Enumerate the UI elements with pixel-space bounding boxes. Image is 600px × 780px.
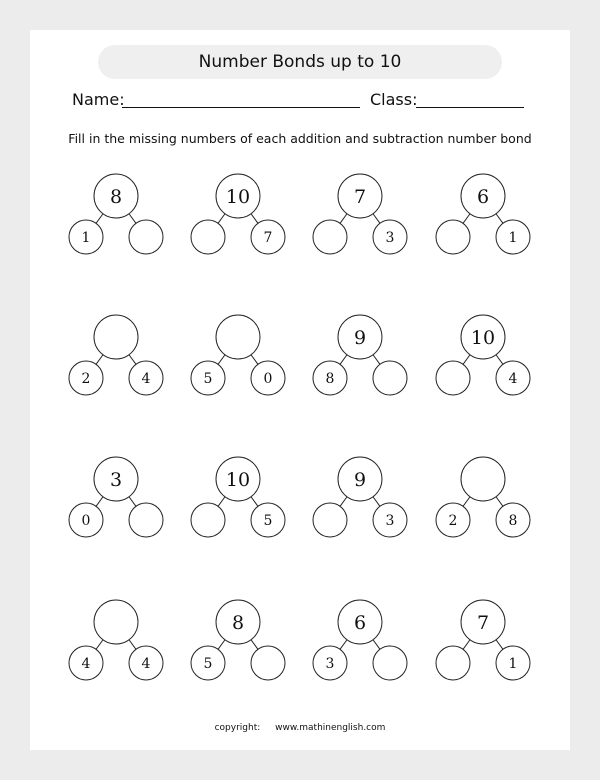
bond-part-left-number: 5 [203, 656, 213, 672]
bond-part-right-circle[interactable] [129, 220, 163, 254]
name-label: Name: [72, 90, 125, 109]
bond-connector-right [496, 355, 503, 365]
bond-connector-right [129, 640, 136, 650]
bond-whole-number: 6 [353, 612, 367, 634]
bond-part-left-number: 0 [81, 513, 91, 529]
bond-part-left-circle[interactable] [436, 361, 470, 395]
bond-part-left-circle[interactable] [313, 220, 347, 254]
number-bond [436, 600, 530, 680]
number-bond [69, 174, 163, 254]
bond-part-left-circle[interactable] [191, 503, 225, 537]
bond-connector-right [496, 640, 503, 650]
bond-whole-number: 6 [476, 186, 490, 208]
number-bond [436, 174, 530, 254]
bond-part-left-number: 8 [325, 371, 335, 387]
bond-part-right-number: 4 [141, 371, 151, 387]
number-bond [191, 457, 285, 537]
bond-part-right-number: 1 [508, 230, 518, 246]
bond-part-right-number: 3 [385, 230, 395, 246]
bond-connector-right [373, 640, 380, 650]
bond-part-left-circle[interactable] [436, 220, 470, 254]
number-bond [313, 600, 407, 680]
bond-connector-right [373, 497, 380, 507]
number-bonds-grid [30, 30, 570, 750]
bond-part-right-number: 0 [263, 371, 273, 387]
worksheet [30, 30, 570, 750]
bond-part-left-number: 2 [81, 371, 91, 387]
bond-whole-number: 9 [353, 469, 367, 491]
bond-part-right-circle[interactable] [251, 646, 285, 680]
bond-whole-number: 10 [470, 327, 496, 349]
bond-part-right-circle[interactable] [373, 361, 407, 395]
bond-part-right-number: 4 [141, 656, 151, 672]
bond-part-left-number: 2 [448, 513, 458, 529]
bond-connector-left [96, 355, 103, 365]
number-bond [436, 457, 530, 537]
bond-connector-left [96, 497, 103, 507]
bond-connector-left [96, 640, 103, 650]
number-bond [313, 174, 407, 254]
bond-connector-right [496, 497, 503, 507]
bond-whole-circle[interactable] [216, 315, 260, 359]
bond-connector-left [463, 355, 470, 365]
bond-whole-circle[interactable] [94, 315, 138, 359]
instructions: Fill in the missing numbers of each addition and subtraction number bond [68, 131, 532, 146]
bond-connector-left [340, 640, 347, 650]
bond-whole-circle[interactable] [461, 457, 505, 501]
bond-connector-left [340, 355, 347, 365]
bond-connector-right [373, 355, 380, 365]
bond-connector-left [218, 497, 225, 507]
bond-connector-left [463, 497, 470, 507]
bond-part-left-circle[interactable] [191, 220, 225, 254]
bond-connector-right [251, 214, 258, 224]
bond-connector-left [340, 497, 347, 507]
worksheet-title: Number Bonds up to 10 [198, 52, 402, 72]
number-bond [313, 457, 407, 537]
bond-connector-left [218, 640, 225, 650]
bond-connector-right [496, 214, 503, 224]
bond-part-left-number: 5 [203, 371, 213, 387]
website-link[interactable]: www.mathinenglish.com [275, 723, 386, 733]
number-bond [191, 174, 285, 254]
bond-part-right-number: 1 [508, 656, 518, 672]
bond-part-right-number: 3 [385, 513, 395, 529]
bond-part-right-circle[interactable] [373, 646, 407, 680]
bond-whole-number: 8 [231, 612, 245, 634]
bond-connector-left [463, 640, 470, 650]
bond-connector-left [340, 214, 347, 224]
bond-part-left-number: 4 [81, 656, 91, 672]
number-bond [313, 315, 407, 395]
bond-part-left-number: 1 [81, 230, 91, 246]
copyright-label: copyright: [214, 723, 261, 733]
bond-part-right-circle[interactable] [129, 503, 163, 537]
bond-connector-left [218, 355, 225, 365]
bond-connector-right [129, 497, 136, 507]
class-label: Class: [370, 90, 418, 109]
footer [30, 723, 570, 733]
bond-whole-circle[interactable] [94, 600, 138, 644]
bond-connector-right [129, 214, 136, 224]
bond-whole-number: 10 [225, 186, 251, 208]
bond-connector-right [373, 214, 380, 224]
bond-whole-number: 9 [353, 327, 367, 349]
number-bond [191, 600, 285, 680]
number-bond [69, 315, 163, 395]
bond-connector-right [251, 497, 258, 507]
bond-connector-right [251, 355, 258, 365]
bond-part-left-circle[interactable] [436, 646, 470, 680]
bond-connector-right [251, 640, 258, 650]
bond-whole-number: 10 [225, 469, 251, 491]
bond-part-left-circle[interactable] [313, 503, 347, 537]
number-bond [69, 600, 163, 680]
bond-whole-number: 8 [109, 186, 123, 208]
bond-whole-number: 3 [109, 469, 123, 491]
bond-whole-number: 7 [476, 612, 490, 634]
bond-connector-right [129, 355, 136, 365]
bond-connector-left [218, 214, 225, 224]
bond-part-left-number: 3 [325, 656, 335, 672]
number-bond [436, 315, 530, 395]
bond-part-right-number: 7 [263, 230, 273, 246]
bond-part-right-number: 5 [263, 513, 273, 529]
bond-connector-left [463, 214, 470, 224]
bond-part-right-number: 8 [508, 513, 518, 529]
bond-part-right-number: 4 [508, 371, 518, 387]
number-bond [191, 315, 285, 395]
number-bond [69, 457, 163, 537]
bond-connector-left [96, 214, 103, 224]
bond-whole-number: 7 [353, 186, 367, 208]
